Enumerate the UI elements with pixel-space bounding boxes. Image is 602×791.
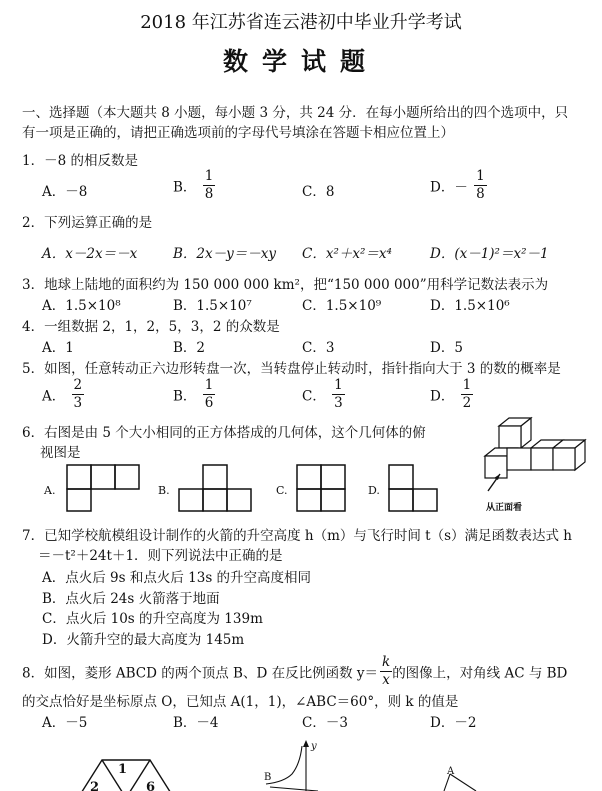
q5-option-c-den: 3 [334, 394, 343, 411]
q6-option-a-figure [66, 464, 140, 512]
q8-frac-num: k [382, 654, 391, 670]
q5-option-d-num: 1 [462, 377, 472, 393]
q5-option-a-num: 2 [73, 377, 83, 393]
rhombus-figure [256, 740, 336, 791]
q4-option-a: A．1 [42, 340, 74, 356]
q6-option-c-label: C. [276, 484, 288, 497]
q8-frac-den: x [382, 671, 390, 688]
exam-title: 2018 年江苏省连云港初中毕业升学考试 [140, 12, 462, 33]
q1-option-d-label: D．－ [430, 179, 468, 196]
spinner-label-6: 6 [146, 780, 156, 791]
q6-cube-figure [476, 414, 592, 496]
q6-option-b-label: B. [158, 484, 170, 497]
q5-option-d-den: 2 [462, 394, 472, 411]
q8-option-c: C．－3 [302, 715, 348, 731]
q8-option-d: D．－2 [430, 715, 477, 731]
q5-option-c-label: C． [302, 388, 326, 405]
q1-option-a: A．－8 [42, 184, 88, 200]
q8-option-b: B．－4 [173, 715, 219, 731]
q3-option-d: D．1.5×10⁶ [430, 298, 510, 314]
q1-option-d [430, 170, 487, 201]
q5-option-b [173, 379, 215, 410]
q6-option-b-figure [178, 464, 252, 512]
subject-title: 数学试题 [222, 47, 379, 76]
q1-stem: 1．－8 的相反数是 [22, 153, 138, 169]
q1-option-b [173, 170, 215, 201]
q8-stem-part1: 8．如图，菱形 ABCD 的两个顶点 B、D 在反比例函数 y＝ [22, 665, 378, 682]
q3-option-b: B．1.5×10⁷ [173, 298, 252, 314]
q7-stem-line2: ＝－t²＋24t＋1．则下列说法中正确的是 [38, 548, 283, 564]
q7-stem-line1: 7．已知学校航模组设计制作的火箭的升空高度 h（m）与飞行时间 t（s）满足函数表达式 h [22, 528, 573, 544]
q7-option-a: A．点火后 9s 和点火后 13s 的升空高度相同 [42, 570, 312, 586]
q3-option-a: A．1.5×10⁸ [42, 298, 121, 314]
section-intro-line1: 一、选择题（本大题共 8 小题，每小题 3 分，共 24 分．在每小题所给出的四个选项中，只 [22, 105, 569, 121]
q2-option-c: C．x²＋x²＝x⁴ [302, 246, 392, 262]
q4-stem: 4．一组数据 2，1，2，5，3，2 的众数是 [22, 319, 280, 335]
q2-option-b: B．2x－y＝－xy [173, 246, 276, 262]
q5-option-a-den: 3 [73, 394, 83, 411]
q8-adjacent-figure [440, 764, 480, 791]
q7-option-c: C．点火后 10s 的升空高度为 139m [42, 611, 263, 627]
point-label-b: B [264, 772, 272, 783]
q5-option-b-label: B． [173, 388, 197, 405]
q1-option-d-num: 1 [476, 168, 485, 184]
q7-option-b: B．点火后 24s 火箭落于地面 [42, 591, 220, 607]
q6-stem-line2: 视图是 [40, 445, 81, 461]
q6-option-d-label: D. [368, 484, 380, 497]
q4-option-c: C．3 [302, 340, 335, 356]
q1-option-d-den: 8 [476, 185, 485, 202]
q3-option-c: C．1.5×10⁹ [302, 298, 382, 314]
q6-stem-line1: 6．右图是由 5 个大小相同的正方体搭成的几何体，这个几何体的俯 [22, 425, 426, 441]
q8-stem-line2: 的交点恰好是坐标原点 O，已知点 A(1，1)，∠ABC＝60°，则 k 的值是 [22, 694, 459, 710]
q2-option-a: A．x－2x＝－x [42, 246, 138, 262]
q5-option-c [302, 379, 345, 410]
q7-option-d: D．火箭升空的最大高度为 145m [42, 632, 245, 648]
q6-option-d-figure [388, 464, 440, 512]
q8-stem-part2: 的图像上，对角线 AC 与 BD [392, 665, 568, 682]
q3-stem: 3．地球上陆地的面积约为 150 000 000 km²，把“150 000 000”用科学记数法表示为 [22, 277, 549, 293]
q6-figure-caption: 从正面看 [486, 503, 523, 513]
q6-option-c-figure [296, 464, 348, 512]
q4-option-d: D．5 [430, 340, 463, 356]
q5-option-b-num: 1 [204, 377, 214, 393]
q6-option-a-label: A. [44, 484, 56, 497]
q1-option-b-num: 1 [204, 168, 214, 184]
q5-option-c-num: 1 [334, 377, 343, 393]
section-intro-line2: 有一项是正确的，请把正确选项前的字母代号填涂在答题卡相应位置上） [22, 125, 454, 141]
q8-stem-line1 [22, 656, 567, 687]
spinner-label-2: 2 [90, 780, 100, 791]
q5-stem: 5．如图，任意转动正六边形转盘一次，当转盘停止转动时，指针指向大于 3 的数的概率是 [22, 361, 561, 377]
q2-stem: 2．下列运算正确的是 [22, 215, 153, 231]
q5-option-a [42, 379, 84, 410]
q5-option-b-den: 6 [204, 394, 214, 411]
axis-label-y: y [311, 741, 317, 752]
q1-option-b-den: 8 [204, 185, 214, 202]
q2-option-d: D．(x－1)²＝x²－1 [430, 246, 549, 262]
q4-option-b: B．2 [173, 340, 206, 356]
spinner-label-1: 1 [118, 762, 128, 777]
q1-option-b-label: B． [173, 179, 197, 196]
q5-option-a-label: A． [42, 388, 66, 405]
q1-option-c: C．8 [302, 184, 335, 200]
point-label-a: A [447, 766, 455, 777]
q5-option-d-label: D． [430, 388, 455, 405]
q8-option-a: A．－5 [42, 715, 88, 731]
q5-option-d [430, 379, 473, 410]
